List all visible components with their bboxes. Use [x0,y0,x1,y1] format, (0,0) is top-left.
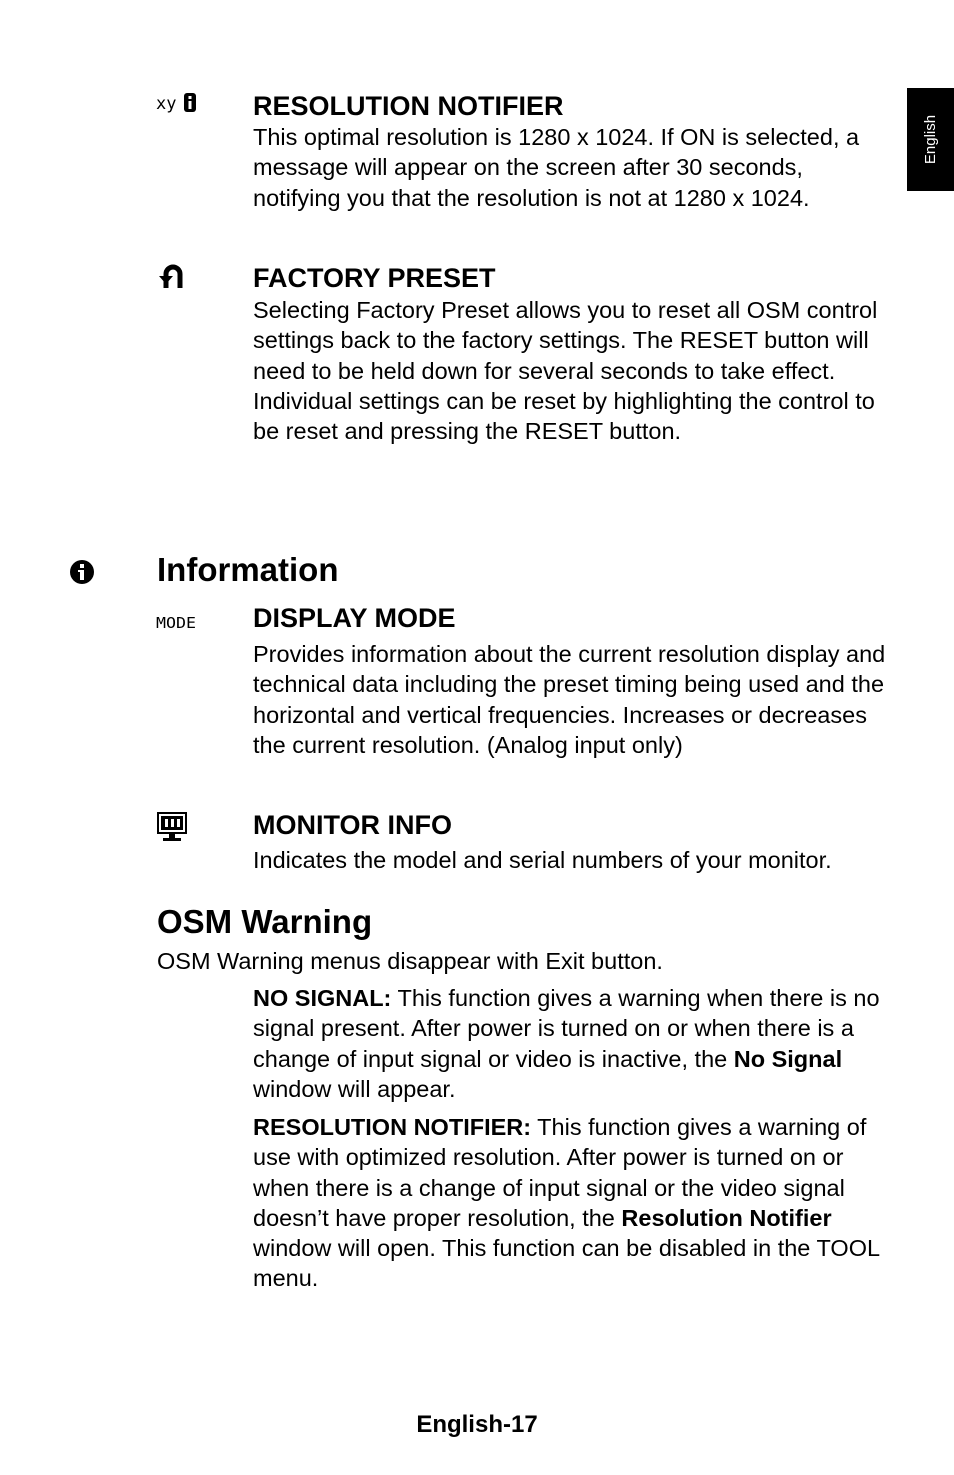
svg-text:xy: xy [156,94,177,114]
display-mode-title: DISPLAY MODE [253,603,456,633]
no-signal-paragraph [253,983,893,1104]
mode-icon [156,612,198,632]
resolution-notifier-warning-bold: Resolution Notifier [621,1204,832,1231]
resolution-notifier-warning-label: RESOLUTION NOTIFIER: [253,1114,532,1140]
monitor-info-title: MONITOR INFO [253,810,452,840]
no-signal-bold: No Signal [733,1045,843,1072]
display-mode-body: Provides information about the current resolution display and technical data including the preset timing being used and the horizontal and vertical frequencies. Increases or decreases the current resolution. (Analog input only) [253,641,886,758]
mode-icon-label: MODE [156,614,196,632]
resolution-notifier-body: This optimal resolution is 1280 x 1024. If ON is selected, a message will appear on the screen after 30 seconds, notifying you that the resolution is not at 1280 x 1024. [253,124,860,211]
language-tab-label: English [922,114,940,165]
reset-arrow-icon [158,264,186,290]
xy-info-icon [156,92,198,116]
monitor-info-icon [157,812,189,844]
no-signal-label: NO SIGNAL: [253,985,392,1011]
language-tab [907,88,954,191]
resolution-notifier-warning-text-1: This function gives a warning of use with optimized resolution. After power is turned on or when there is a change of input signal or the video signal doesn’t have proper resolution, the [253,1114,867,1231]
resolution-notifier-warning-paragraph [253,1112,893,1294]
page-number: English-17 [416,1411,538,1438]
no-signal-text-2: window will appear. [253,1075,456,1102]
info-circle-icon [69,559,95,585]
factory-preset-title: FACTORY PRESET [253,263,496,293]
osm-warning-intro: OSM Warning menus disappear with Exit button. [157,948,663,974]
resolution-notifier-warning-text-2: window will open. This function can be disabled in the TOOL menu. [253,1235,880,1292]
factory-preset-body: Selecting Factory Preset allows you to reset all OSM control settings back to the factory settings. The RESET button will need to be held down for several seconds to take effect. Individual settings can be reset by highlighting the control to be reset and pressing the RESET button. [253,297,878,445]
resolution-notifier-title: RESOLUTION NOTIFIER [253,91,564,121]
information-heading: Information [157,551,339,588]
no-signal-text-1: This function gives a warning when there is no signal present. After power is turned on or when there is a change of input signal or video is inactive, the [253,985,880,1072]
monitor-info-body: Indicates the model and serial numbers of your monitor. [253,847,832,873]
osm-warning-heading: OSM Warning [157,903,373,940]
